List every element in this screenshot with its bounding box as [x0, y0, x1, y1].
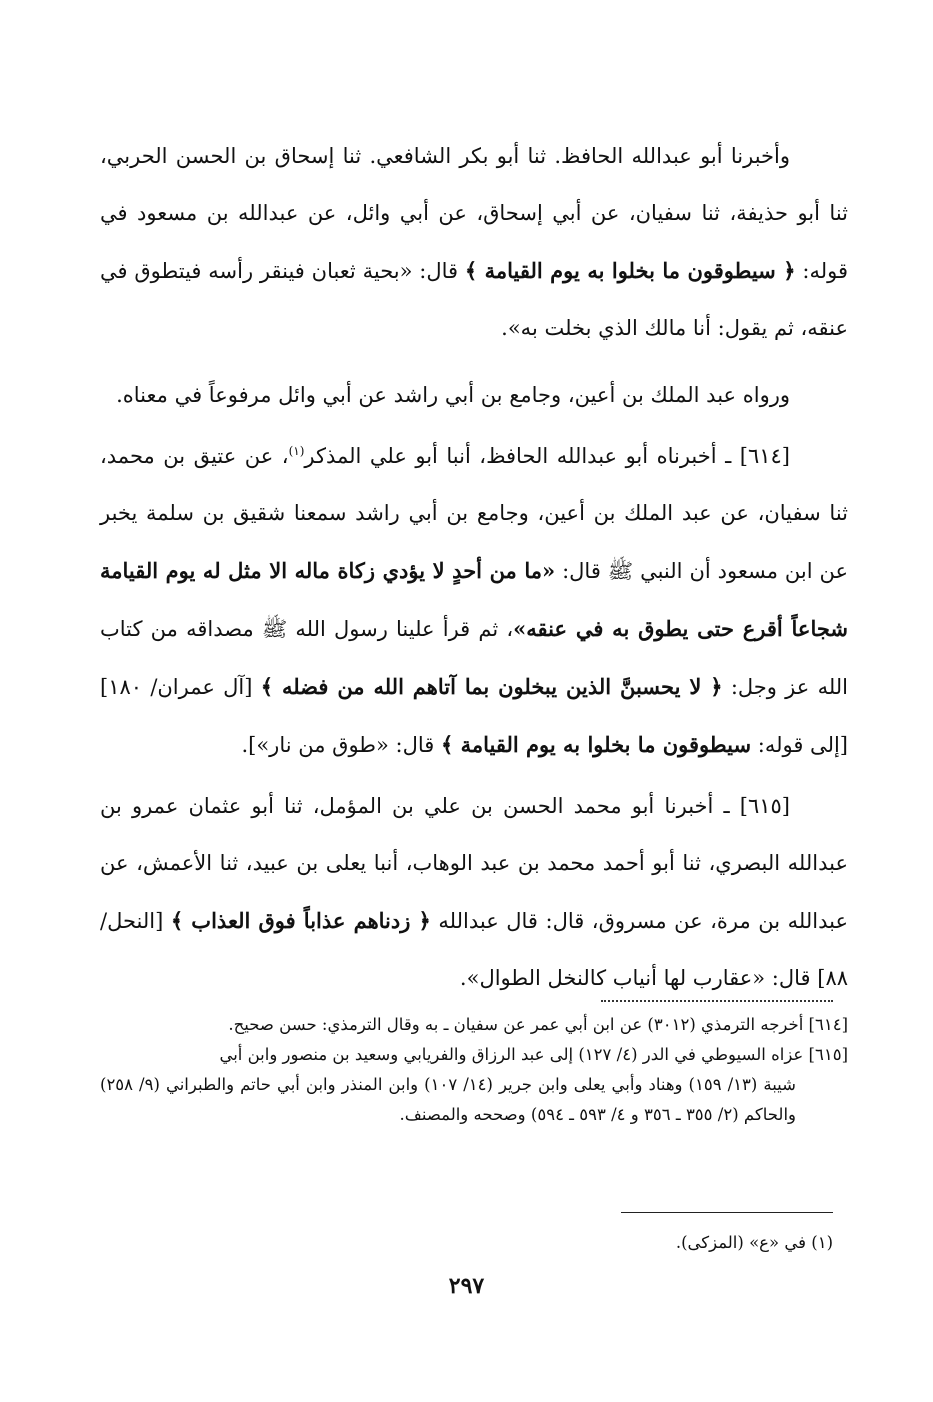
hadith-615-number: [٦١٥]	[739, 794, 790, 818]
hadith-615	[100, 778, 848, 1007]
hadith-614	[100, 428, 848, 774]
hadith-614-text-d: [آل عمران/ ١٨٠] [إلى قوله:	[100, 675, 848, 757]
notes-divider	[601, 1000, 833, 1002]
hadith-615-text-b: [النحل/ ٨٨] قال: «عقارب لها أنياب كالنخل الطوال».	[100, 909, 848, 990]
paragraph-2	[100, 367, 848, 424]
page-number: ٢٩٧	[448, 1273, 485, 1299]
hadith-614-quran-quote-1: ﴿ لا يحسبنَّ الذين يبخلون بما آتاهم الله من فضله ﴾	[260, 674, 723, 699]
footnote-1: (١) في «ع» (المزكى).	[675, 1233, 833, 1252]
hadith-614-text-c: ، ثم قرأ علينا رسول الله ﷺ مصداقه من كتاب الله عز وجل:	[100, 617, 849, 699]
note-615-line-1: [٦١٥] عزاه السيوطي في الدر (٤/ ١٢٧) إلى عبد الرزاق والفريابي وسعيد بن منصور وابن أبي	[219, 1045, 848, 1064]
note-614: [٦١٤] أخرجه الترمذي (٣٠١٢) عن ابن أبي عمر عن سفيان ـ به وقال الترمذي: حسن صحيح.	[228, 1015, 848, 1034]
hadith-615-text-a: ـ أخبرنا أبو محمد الحسن بن علي بن المؤمل، ثنا أبو عثمان عمرو بن عبدالله البصري، ثنا أبو أحمد محمد بن عبد الوهاب، أنبا يعلى بن عبيد، ثنا الأعمش، عن عبدالله بن مرة، عن مسروق، قال: قال عبدالله	[100, 794, 848, 933]
p2-text: ورواه عبد الملك بن أعين، وجامع بن أبي راشد عن أبي وائل مرفوعاً في معناه.	[116, 383, 790, 407]
hadith-614-text-e: قال: «طوق من نار»].	[241, 733, 435, 757]
note-615-continuation: شيبة (١٣/ ١٥٩) وهناد وأبي يعلى وابن جرير (١٤/ ١٠٧) وابن المنذر وابن أبي حاتم والطبراني (٩/ ٢٥٨) والحاكم (٢/ ٣٥٥ ـ ٣٥٦ و ٤/ ٥٩٣ ـ ٥٩٤) وصححه والمصنف.	[100, 1075, 796, 1124]
hadith-615-quran-quote: ﴿ زدناهم عذاباً فوق العذاب ﴾	[170, 908, 431, 933]
p1-end: قال: «بحية ثعبان فينقر رأسه فيتطوق في عنقه، ثم يقول: أنا مالك الذي بخلت به».	[100, 259, 848, 340]
hadith-614-number: [٦١٤]	[739, 444, 790, 468]
hadith-614-prophet-quote: «ما من أحدٍ لا يؤدي زكاة ماله الا مثل له يوم القيامة شجاعاً أقرع حتى يطوق به في عنقه»	[100, 558, 849, 641]
p1-text: وأخبرنا أبو عبدالله الحافظ. ثنا أبو بكر الشافعي. ثنا إسحاق بن الحسن الحربي، ثنا أبو حذيفة، ثنا سفيان، عن أبي إسحاق، عن أبي وائل، عن عبدالله بن مسعود في قوله:	[100, 144, 848, 283]
footnote-ref-1[interactable]: (١)	[288, 444, 305, 458]
note-615	[100, 1040, 848, 1130]
paragraph-1	[100, 128, 848, 357]
hadith-614-quran-quote-2: سيطوقون ما بخلوا به يوم القيامة ﴾	[441, 732, 752, 757]
p1-quran-quote: ﴿ سيطوقون ما بخلوا به يوم القيامة ﴾	[464, 258, 796, 283]
main-text	[100, 128, 848, 1007]
footnote-divider	[621, 1212, 833, 1213]
hadith-614-text-b: ، عن عتيق بن محمد، ثنا سفيان، عن عبد الملك بن أعين، وجامع بن أبي راشد سمعنا شقيق بن سلمة يخبر عن ابن مسعود أن النبي ﷺ قال:	[100, 444, 848, 583]
hadith-614-text-a: ـ أخبرناه أبو عبدالله الحافظ، أنبا أبو علي المذكر	[304, 444, 732, 468]
takhrij-notes	[100, 1010, 848, 1130]
